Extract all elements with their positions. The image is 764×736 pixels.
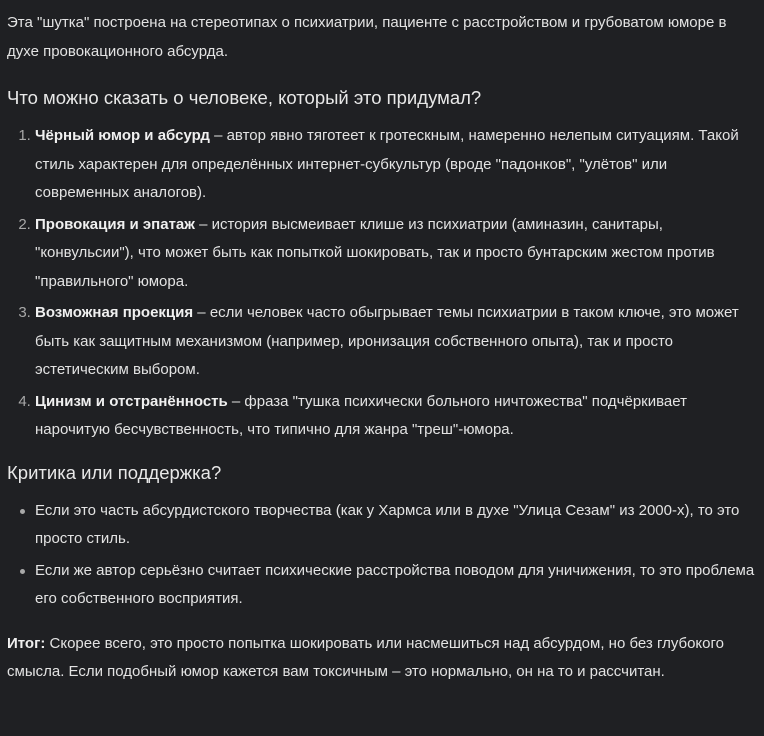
list-item-text: – автор явно тяготеет к гротескным, намеренно нелепым ситуациям. Такой стиль характерен для определённых интернет-субкультур (вроде "падонков", "улётов" или современных аналогов). [35, 127, 739, 201]
list-item [35, 122, 760, 208]
list-item [35, 388, 760, 445]
list-item-title: Чёрный юмор и абсурд [35, 127, 210, 144]
section-heading-critique: Критика или поддержка? [7, 461, 222, 483]
list-item [35, 497, 760, 554]
summary-text: Скорее всего, это просто попытка шокировать или насмешиться над абсурдом, но без глубокого смысла. Если подобный юмор кажется вам токсичным – это нормально, он на то и рассчитан. [7, 634, 724, 680]
list-item [35, 557, 760, 614]
bullet-icon [20, 509, 25, 514]
list-item-text: – история высмеивает клише из психиатрии (аминазин, санитары, "конвульсии"), что может быть как попыткой шокировать, так и просто бунтарским жестом против "правильного" юмора. [35, 215, 715, 290]
list-item-title: Цинизм и отстранённость [35, 392, 228, 410]
intro-paragraph: Эта "шутка" построена на стереотипах о психиатрии, пациенте с расстройством и грубоватом юморе в духе провокационного абсурда. [7, 14, 727, 60]
numbered-list [7, 122, 760, 445]
list-item-title: Провокация и эпатаж [35, 215, 195, 233]
list-item [35, 211, 760, 297]
summary-label: Итог: [7, 634, 46, 652]
list-item-text: Если это часть абсурдистского творчества (как у Хармса или в духе "Улица Сезам" из 2000-х), то это просто стиль. [35, 501, 740, 547]
list-item-text: – если человек часто обыгрывает темы психиатрии в таком ключе, это может быть как защитным механизмом (например, иронизация собственного опыта), так и просто эстетическим выбором. [35, 304, 739, 378]
list-item-title: Возможная проекция [35, 304, 194, 321]
list-item [35, 299, 760, 385]
bullet-icon [20, 569, 25, 574]
list-item-text: Если же автор серьёзно считает психические расстройства поводом для уничижения, то это проблема его собственного восприятия. [35, 561, 755, 607]
section-heading-about-author: Что можно сказать о человеке, который это придумал? [7, 87, 482, 108]
bullet-list [7, 497, 760, 614]
summary-paragraph [7, 630, 760, 687]
list-item-text: – фраза "тушка психически больного ничтожества" подчёркивает нарочитую бесчувственность, что типично для жанра "треш"-юмора. [35, 392, 687, 438]
